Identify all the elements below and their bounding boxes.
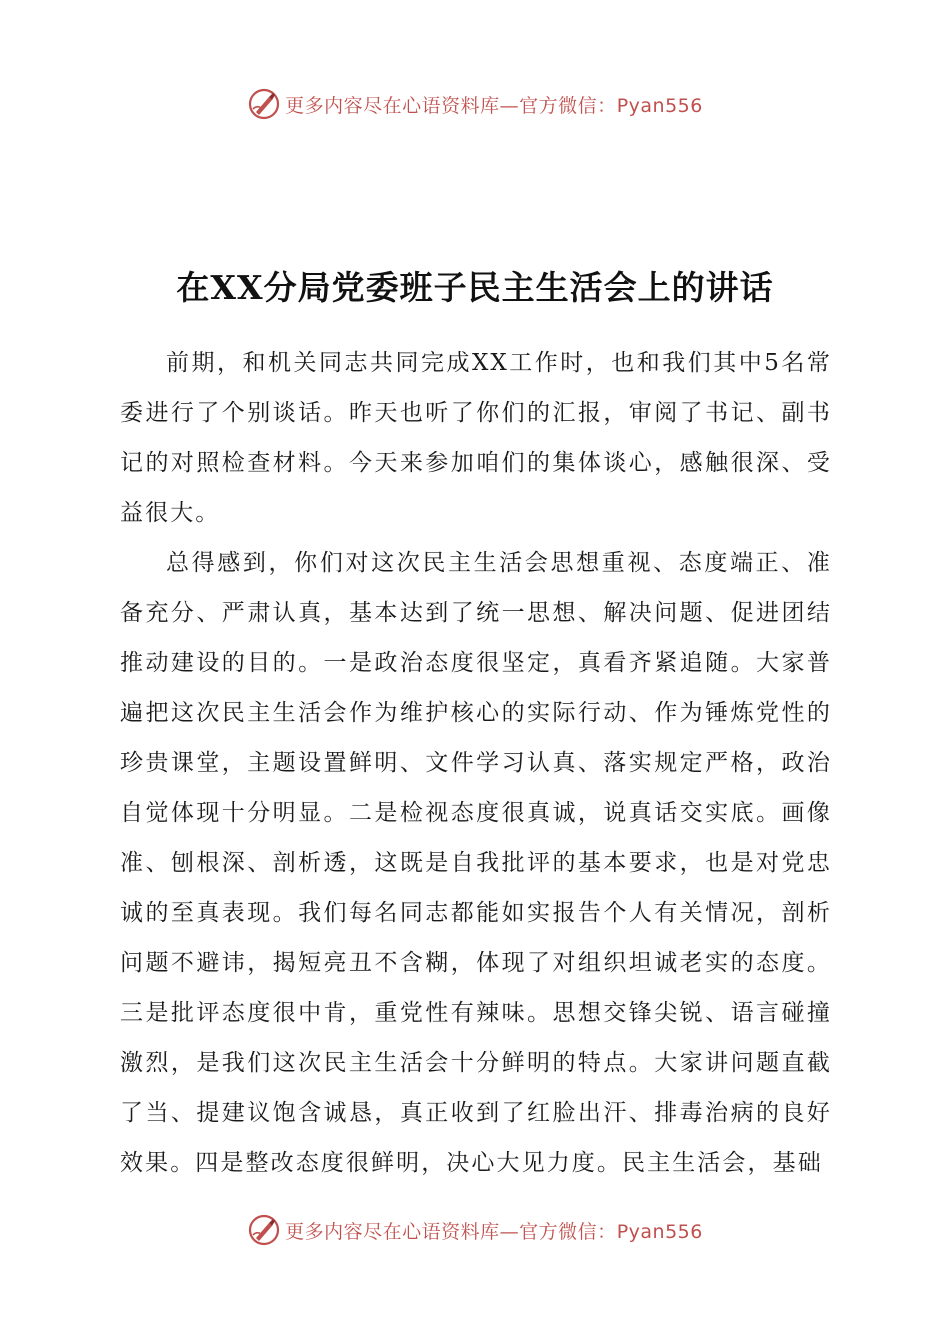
paragraph-1: 前期，和机关同志共同完成XX工作时，也和我们其中5名常委进行了个别谈话。昨天也听了你们的汇报，审阅了书记、副书记的对照检查材料。今天来参加咱们的集体谈心，感触很深、受益很大。 xyxy=(120,350,832,526)
watermark-wechat-id: Pyan556 xyxy=(616,1220,703,1243)
document-body xyxy=(120,338,832,1188)
watermark-suffix: 官方微信： xyxy=(519,94,617,117)
pen-logo-icon xyxy=(247,1213,281,1247)
pen-logo-icon xyxy=(247,87,281,121)
watermark-separator: — xyxy=(499,94,520,117)
watermark-main: 更多内容尽在心语资料库 xyxy=(285,94,500,117)
document-title: 在XX分局党委班子民主生活会上的讲话 xyxy=(176,268,774,307)
watermark-wechat-id: Pyan556 xyxy=(616,94,703,117)
watermark-banner-top xyxy=(0,84,950,124)
watermark-text xyxy=(285,1217,703,1244)
watermark-text xyxy=(285,91,703,118)
watermark-banner-bottom xyxy=(0,1210,950,1250)
watermark-suffix: 官方微信： xyxy=(519,1220,617,1243)
watermark-main: 更多内容尽在心语资料库 xyxy=(285,1220,500,1243)
watermark-separator: — xyxy=(499,1220,520,1243)
paragraph-2: 总得感到，你们对这次民主生活会思想重视、态度端正、准备充分、严肃认真，基本达到了统一思想、解决问题、促进团结推动建设的目的。一是政治态度很坚定，真看齐紧追随。大家普遍把这次民主生活会作为维护核心的实际行动、作为锤炼党性的珍贵课堂，主题设置鲜明、文件学习认真、落实规定严格，政治自觉体现十分明显。二是检视态度很真诚，说真话交实底。画像准、刨根深、剖析透，这既是自我批评的基本要求，也是对党忠诚的至真表现。我们每名同志都能如实报告个人有关情况，剖析问题不避讳，揭短亮丑不含糊，体现了对组织坦诚老实的态度。三是批评态度很中肯，重党性有辣味。思想交锋尖锐、语言碰撞激烈，是我们这次民主生活会十分鲜明的特点。大家讲问题直截了当、提建议饱含诚恳，真正收到了红脸出汗、排毒治病的良好效果。四是整改态度很鲜明，决心大见力度。民主生活会，基础 xyxy=(120,550,832,1176)
